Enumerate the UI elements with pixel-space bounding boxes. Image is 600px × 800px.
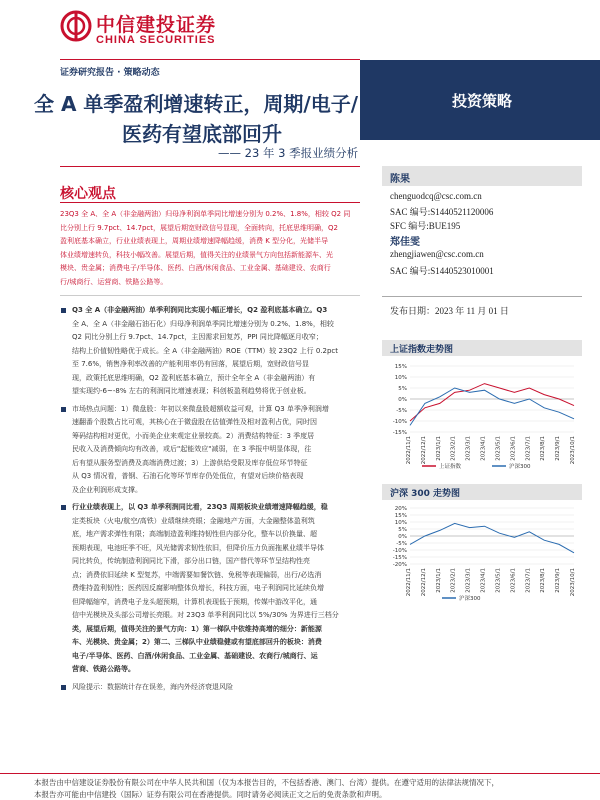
- bullet-line: 营商、铁路公路等。: [72, 665, 135, 673]
- release-label: 发布日期：: [390, 306, 436, 316]
- legend-label: 沪深300: [509, 464, 531, 470]
- y-tick-label: 5%: [398, 527, 407, 533]
- bullet-line: 速翻番个股数占比可观，其核心在于微盘股在估值弹性及相对盈利占优，同时因: [72, 418, 317, 426]
- x-tick-label: 2023/10/1: [570, 436, 576, 465]
- x-tick-label: 2023/9/1: [555, 436, 562, 461]
- x-tick-label: 2023/2/1: [450, 436, 457, 461]
- y-tick-label: 15%: [394, 364, 407, 370]
- y-tick-label: -10%: [392, 419, 407, 425]
- bullet-line: 底，地产需求弹性有限；高端制造盈利维持韧性但内部分化，整车以价换量、超: [72, 530, 317, 538]
- bullet-marker-icon: [61, 685, 66, 690]
- bullet-line: 市场热点问题：1）微盘股：年初以来微盘股超额收益可观，计算 Q3 单季净利润增: [72, 404, 329, 413]
- analyst-sac: SAC 编号:S1440521120006: [390, 207, 494, 217]
- bullet-line: 后有望从服务型消费及高端消费过渡；3）上游供给受限及库存低位环节特征: [72, 458, 308, 467]
- y-tick-label: 5%: [398, 386, 407, 392]
- bullet-line: 风险提示：数据统计存在误差，海内外经济衰退风险: [72, 682, 233, 691]
- logo-en-text: CHINA SECURITIES: [96, 34, 216, 46]
- chart2-header: [382, 484, 582, 500]
- bullet-line: 类，展望后期，值得关注的景气方向：1）第一梯队中依维持高增的细分：新能源: [72, 624, 322, 633]
- x-tick-label: 2023/6/1: [510, 436, 517, 461]
- bullet-line: 民收入及消费倾向均有改善，或后"起能效应"减弱，在 3 季报中明显体现，往: [72, 445, 312, 453]
- report-title-line1: 全 A 单季盈利增速转正，周期/电子/: [33, 92, 358, 116]
- x-tick-label: 2023/5/1: [495, 436, 502, 461]
- x-tick-label: 2023/7/1: [525, 568, 532, 593]
- footer-divider: [0, 773, 600, 774]
- bullet-line: 但降幅缩窄，消费电子龙头超预期，计算机表现低于预期，传媒中游改平化，通: [72, 597, 317, 606]
- chart2-title: 沪深 300 走势图: [390, 489, 461, 499]
- bullet-line: 全 A、全 A（非金融石油石化）归母净利润单季同比增速分别为 0.2%、1.8%，相较: [72, 319, 334, 328]
- x-tick-label: 2023/7/1: [525, 436, 532, 461]
- y-tick-label: -5%: [396, 408, 407, 414]
- x-tick-label: 2023/3/1: [465, 568, 472, 593]
- summary-line: 模块、贵金属；消费电子/半导体、医药、白酒/休闲食品、工业金属、基础建设、农商行: [60, 264, 331, 272]
- x-tick-label: 2022/12/1: [420, 568, 427, 597]
- y-tick-label: -15%: [392, 555, 407, 561]
- y-tick-label: 10%: [394, 520, 407, 526]
- analyst-panel-bar: [382, 166, 582, 186]
- y-tick-label: -20%: [392, 562, 407, 568]
- bullet-item: [60, 403, 360, 498]
- bullet-marker-icon: [61, 407, 66, 412]
- summary-divider: [60, 295, 360, 296]
- analyst-email: zhengjiawen@csc.com.cn: [390, 249, 484, 259]
- analyst-sfc: SFC 编号:BUE195: [390, 221, 461, 231]
- summary-line: 体业绩增速转负，科技小幅改善。展望后期，值得关注的业绩景气方向包括新能源车、光: [60, 250, 333, 259]
- x-tick-label: 2023/2/1: [450, 568, 457, 593]
- logo-cn-text: 中信建投证券: [96, 14, 217, 36]
- bullet-line: 行业业绩表现上，以 Q3 单季利润同比看，23Q3 周期板块业绩增速降幅趋缓，稳: [72, 503, 328, 511]
- bullet-line: 费维持盈利韧性；医药因反腐影响整体负增长，科技方面，电子利润同比延续负增: [72, 584, 324, 592]
- bullet-marker-icon: [61, 505, 66, 510]
- core-summary: [60, 208, 360, 289]
- bullet-line: 现，政策托底思维明确，Q2 盈利底基本确立，预计全年全 A（非金融两油）有: [72, 373, 316, 382]
- x-tick-label: 2023/1/1: [435, 436, 442, 461]
- y-tick-label: -5%: [396, 541, 407, 547]
- report-subtitle: —— 23 年 3 季报业绩分析: [218, 146, 359, 160]
- release-date: [390, 304, 509, 317]
- bullet-line: 结构上价值韧性略优于成长。全 A（非金融两油）ROE（TTM）较 23Q2 上行 0.2pct: [72, 346, 338, 355]
- x-tick-label: 2023/8/1: [540, 568, 547, 593]
- bullet-marker-icon: [61, 308, 66, 313]
- x-tick-label: 2022/11/1: [406, 436, 412, 465]
- legend-label: 上证指数: [439, 464, 462, 470]
- series-line: [410, 388, 574, 425]
- series-line: [410, 523, 574, 552]
- x-tick-label: 2023/9/1: [555, 568, 562, 593]
- x-tick-label: 2023/10/1: [570, 568, 576, 597]
- bullet-line: 及企业利润形成支撑。: [72, 485, 142, 494]
- banner: [360, 60, 600, 140]
- banner-text: 投资策略: [452, 92, 513, 110]
- bullet-line: Q2 同比分别上行 9.7pct、14.7pct，主因需求回复苏，PPI 同比降幅逐月收窄；: [72, 333, 323, 341]
- bullet-line: 从 Q3 情况看，普钢、石油石化等环节库存仍处低位，有望对后续价格表现: [72, 472, 304, 480]
- bullet-line: 点；消费依旧延续 K 型复苏，中端需要如餐饮链、免税等表现偏弱，出行/必选消: [72, 570, 322, 579]
- x-tick-label: 2022/12/1: [420, 436, 427, 465]
- analyst-sac: SAC 编号:S1440523010001: [390, 266, 494, 276]
- footer-line1: 本报告由中信建设证券股份有限公司在中华人民共和国（仅为本报告目的，不包括香港、澳门、台湾）提供。在遵守适用的法律法规情况下，: [34, 778, 499, 787]
- footer-line2: 本报告亦可能由中信建投（国际）证券有限公司在香港提供。同时请务必阅读正文之后的免责条款和声明。: [34, 790, 387, 799]
- chart2: [382, 502, 582, 604]
- core-heading-bar: [60, 202, 360, 203]
- x-tick-label: 2023/6/1: [510, 568, 517, 593]
- company-logo-icon: [60, 10, 92, 42]
- core-heading: 核心观点: [60, 186, 116, 202]
- bullet-line: 同比转负，传统制造利润同比下滑，部分出口链，国产替代等环节呈结构性亮: [72, 557, 310, 565]
- x-tick-label: 2023/5/1: [495, 568, 502, 593]
- x-tick-label: 2023/8/1: [540, 436, 547, 461]
- report-category: 证券研究报告 · 策略动态: [60, 68, 160, 78]
- chart1-header: [382, 340, 582, 356]
- report-title-line2: 医药有望底部回升: [122, 122, 282, 146]
- legend-label: 沪深300: [459, 596, 481, 602]
- chart1: [382, 360, 582, 472]
- x-tick-label: 2023/1/1: [435, 568, 442, 593]
- x-tick-label: 2023/4/1: [480, 568, 487, 593]
- bullet-item: [60, 501, 360, 677]
- bullet-line: Q3 全 A（非金融两油）单季利润同比实现小幅正增长，Q2 盈利底基本确立。Q3: [72, 306, 328, 314]
- bullet-line: 车、光模块、贵金属；2）第二、三梯队中业绩稳健或有望底部回升的板块：消费: [72, 638, 322, 646]
- x-tick-label: 2023/3/1: [465, 436, 472, 461]
- bullet-line: 定类板块（火电/航空/高铁）业绩继续亮眼；金融地产方面，大金融整体盈利筑: [72, 516, 315, 525]
- x-tick-label: 2023/4/1: [480, 436, 487, 461]
- analyst-email: chenguodcq@csc.com.cn: [390, 191, 482, 201]
- y-tick-label: -15%: [392, 430, 407, 436]
- summary-line: 盈利底基本确立，行业业绩表现上，周期业绩增速降幅趋缓，消费 K 型分化，光储半导: [60, 237, 329, 245]
- series-line: [410, 384, 574, 421]
- y-tick-label: 15%: [394, 513, 407, 519]
- y-tick-label: 0%: [398, 397, 407, 403]
- bullet-line: 预期表现，电池旺季不旺，风光储需求韧性依旧，但降价压力负面拖累业绩半导体: [72, 543, 324, 552]
- x-tick-label: 2022/11/1: [406, 568, 412, 597]
- bullet-line: 信中光模块及头部公司增长亮眼。对 23Q3 单季利润同比以 5%/30% 为界进行三档分: [72, 611, 339, 619]
- y-tick-label: 10%: [394, 375, 407, 381]
- chart1-title: 上证指数走势图: [390, 345, 454, 355]
- bullet-item: [60, 681, 360, 695]
- bullet-item: [60, 304, 360, 399]
- summary-line: 23Q3 全 A、全 A（非金融两油）归母净利润单季同比增速分别为 0.2%、1.8%，相较 Q2 同: [60, 210, 351, 218]
- analyst-name: 郑佳雯: [390, 237, 420, 248]
- y-tick-label: 20%: [394, 506, 407, 512]
- bullet-line: 筹码结构相对更优，小而美企业来观定业景较高。2）消费结构特征：3 季度居: [72, 431, 315, 440]
- summary-line: 比分别上行 9.7pct、14.7pct，展望后期宽财政信号显现，全面转向，托底思维明确，Q2: [60, 223, 338, 232]
- bullet-line: 至 7.6%，销售净利率改善的产能利用率仍有回落，展望后期，宽财政信号显: [72, 360, 310, 368]
- analyst-name: 陈果: [390, 174, 410, 185]
- logo: [60, 10, 220, 48]
- y-tick-label: -10%: [392, 548, 407, 554]
- title-underline: [60, 166, 360, 167]
- release-divider: [382, 296, 582, 297]
- y-tick-label: 0%: [398, 534, 407, 540]
- release-value: 2023 年 11 月 01 日: [435, 306, 509, 316]
- summary-line: 行/城商行、运营商、铁路公路等。: [60, 277, 168, 286]
- bullet-line: 电子/半导体、医药、白酒/休闲食品、工业金属、基础建设、农商行/城商行、运: [72, 651, 318, 660]
- header-divider: [60, 59, 360, 60]
- bullet-section: [60, 304, 360, 694]
- bullet-line: 望实现约-6~-8% 左右的利润同比增速表现；科创板盈利趋势将优于创业板。: [72, 387, 311, 395]
